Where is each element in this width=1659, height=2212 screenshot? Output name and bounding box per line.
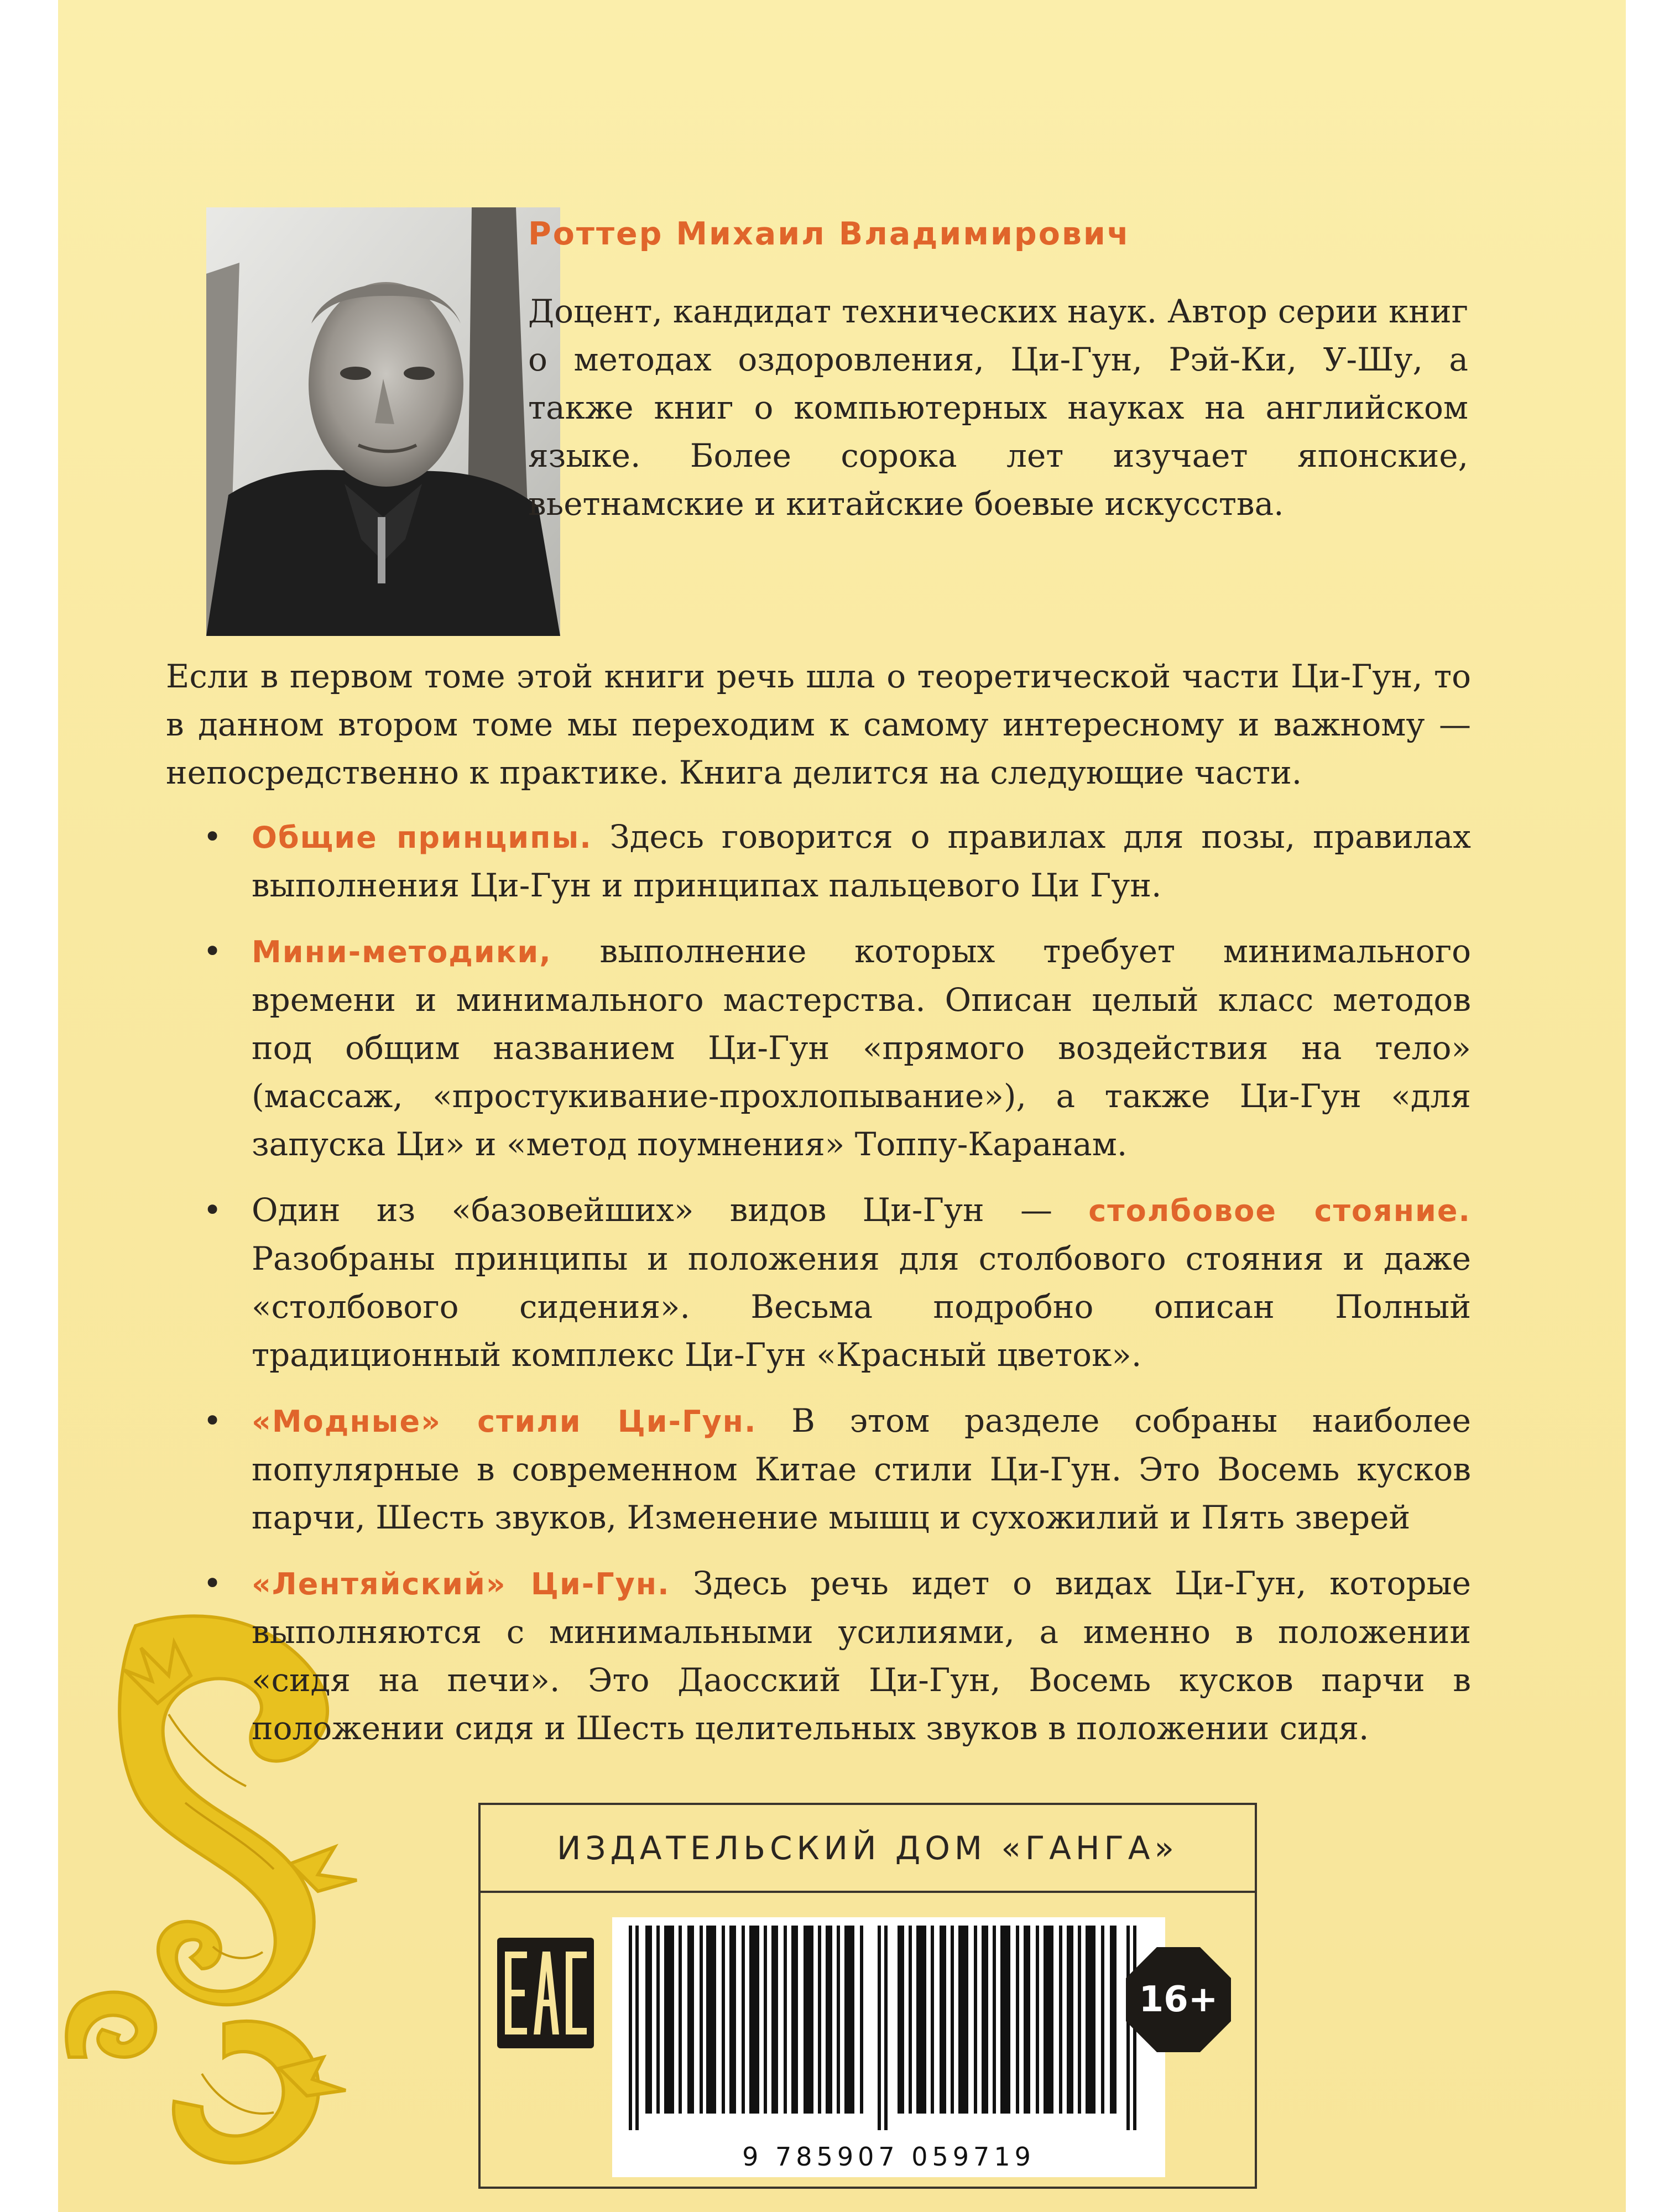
- bullet: •: [203, 1191, 222, 1229]
- part-highlight: «Модные» стили Ци-Гун.: [252, 1404, 757, 1439]
- list-item: [58, 1186, 1626, 1379]
- author-name: Роттер Михаил Владимирович: [528, 216, 1130, 252]
- list-item: [58, 813, 1626, 910]
- isbn-barcode: [612, 1917, 1165, 2177]
- publisher-name: ИЗДАТЕЛЬСКИЙ ДОМ «ГАНГА»: [481, 1805, 1255, 1893]
- part-highlight: столбовое стояние.: [1088, 1193, 1471, 1228]
- part-text: Здесь речь идет о видах Ци-Гун, которые выполняются с минимальными усилиями, а именно в положении «сидя на печи». Это Даосский Ци-Гун, Восемь кусков парчи в положении сидя и Шесть целительных звуков в положении сидя.: [252, 1564, 1471, 1747]
- part-text: В этом разделе собраны наиболее популярные в современном Китае стили Ци-Гун. Это Восемь кусков парчи, Шесть звуков, Изменение мышц и сухожилий и Пять зверей: [252, 1402, 1471, 1536]
- part-highlight: «Лентяйский» Ци-Гун.: [252, 1567, 670, 1601]
- list-item: [58, 1397, 1626, 1542]
- bullet: •: [203, 932, 222, 970]
- author-photo: [206, 207, 560, 636]
- book-parts-list: [58, 813, 1626, 1770]
- isbn-digits: 9 785907 059719: [742, 2142, 1035, 2172]
- eac-mark-icon: [497, 1938, 594, 2048]
- list-item: [58, 927, 1626, 1168]
- part-highlight: Мини-методики,: [252, 935, 552, 969]
- bullet: •: [203, 1564, 222, 1602]
- part-text: Разобраны принципы и положения для столбового стояния и даже «столбового сидения». Весьма подробно описан Полный традиционный комплекс Ци-Гун «Красный цветок».: [252, 1240, 1471, 1374]
- part-text: выполнение которых требует минимального времени и минимального мастерства. Описан целый класс методов под общим названием Ци-Гун «прямого воздействия на тело» (массаж, «простукивание-прохлопывание»), а также Ци-Гун «для запуска Ци» и «метод поумнения» Топпу-Каранам.: [252, 932, 1471, 1163]
- bullet: •: [203, 818, 222, 855]
- author-bio: Доцент, кандидат технических наук. Автор серии книг о методах оздоровления, Ци-Гун, Рэй-Ки, У-Шу, а также книг о компьютерных науках на английском языке. Более сорока лет изучает японские, вьетнамские и китайские боевые искусства.: [528, 293, 1468, 523]
- part-highlight: Общие принципы.: [252, 820, 592, 855]
- publisher-box: [478, 1803, 1257, 2189]
- bullet: •: [203, 1402, 222, 1439]
- age-rating-badge: [1126, 1947, 1231, 2052]
- barcode-bars: [623, 1926, 1154, 2130]
- age-rating-text: 16+: [1139, 1979, 1218, 2020]
- book-back-cover: [58, 0, 1626, 2212]
- part-text: Здесь говорится о правилах для позы, правилах выполнения Ци-Гун и принципах пальцевого Ци Гун.: [252, 818, 1471, 904]
- book-intro: Если в первом томе этой книги речь шла о теоретической части Ци-Гун, то в данном втором томе мы переходим к самому интересному и важному — непосредственно к практике. Книга делится на следующие части.: [166, 658, 1471, 791]
- part-pre: Один из «базовейших» видов Ци-Гун —: [252, 1191, 1089, 1229]
- list-item: [58, 1559, 1626, 1752]
